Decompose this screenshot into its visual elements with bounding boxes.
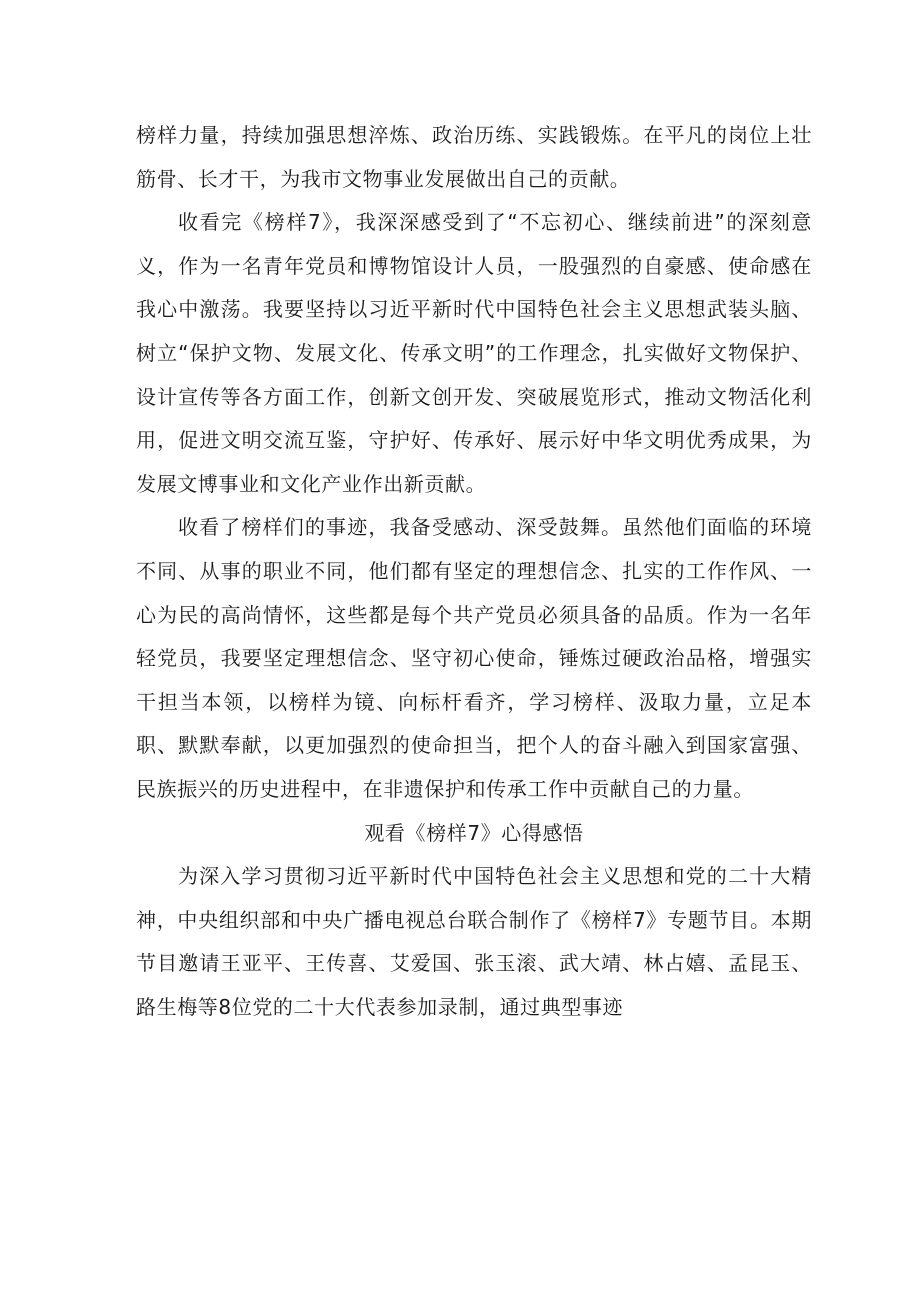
document-body [136,114,812,1029]
paragraph-reflection-1: 收看完《榜样7》，我深深感受到了“不忘初心、继续前进”的深刻意义，作为一名青年党员和博物馆设计人员，一股强烈的自豪感、使命感在我心中激荡。我要坚持以习近平新时代中国特色社会主义思想武装头脑、树立“保护文物、发展文化、传承文明”的工作理念，扎实做好文物保护、设计宣传等各方面工作，创新文创开发、突破展览形式，推动文物活化利用，促进文明交流互鉴，守护好、传承好、展示好中华文明优秀成果，为发展文博事业和文化产业作出新贡献。 [136,210,812,496]
section-paragraph: 为深入学习贯彻习近平新时代中国特色社会主义思想和党的二十大精神，中央组织部和中央广播电视总台联合制作了《榜样7》专题节目。本期节目邀请王亚平、王传喜、艾爱国、张玉滚、武大靖、林占嬉、孟昆玉、路生梅等8位党的二十大代表参加录制，通过典型事迹 [136,864,812,1019]
section-title: 观看《榜样7》心得感悟 [364,820,584,845]
paragraph-reflection-2: 收看了榜样们的事迹，我备受感动、深受鼓舞。虽然他们面临的环境不同、从事的职业不同，他们都有坚定的理想信念、扎实的工作作风、一心为民的高尚情怀，这些都是每个共产党员必须具备的品质。作为一名年轻党员，我要坚定理想信念、坚守初心使命，锤炼过硬政治品格，增强实干担当本领，以榜样为镜、向标杆看齐，学习榜样、汲取力量，立足本职、默默奉献，以更加强烈的使命担当，把个人的奋斗融入到国家富强、民族振兴的历史进程中，在非遗保护和传承工作中贡献自己的力量。 [136,515,812,801]
paragraph-continued: 榜样力量，持续加强思想淬炼、政治历练、实践锻炼。在平凡的岗位上壮筋骨、长才干，为我市文物事业发展做出自己的贡献。 [136,123,812,191]
